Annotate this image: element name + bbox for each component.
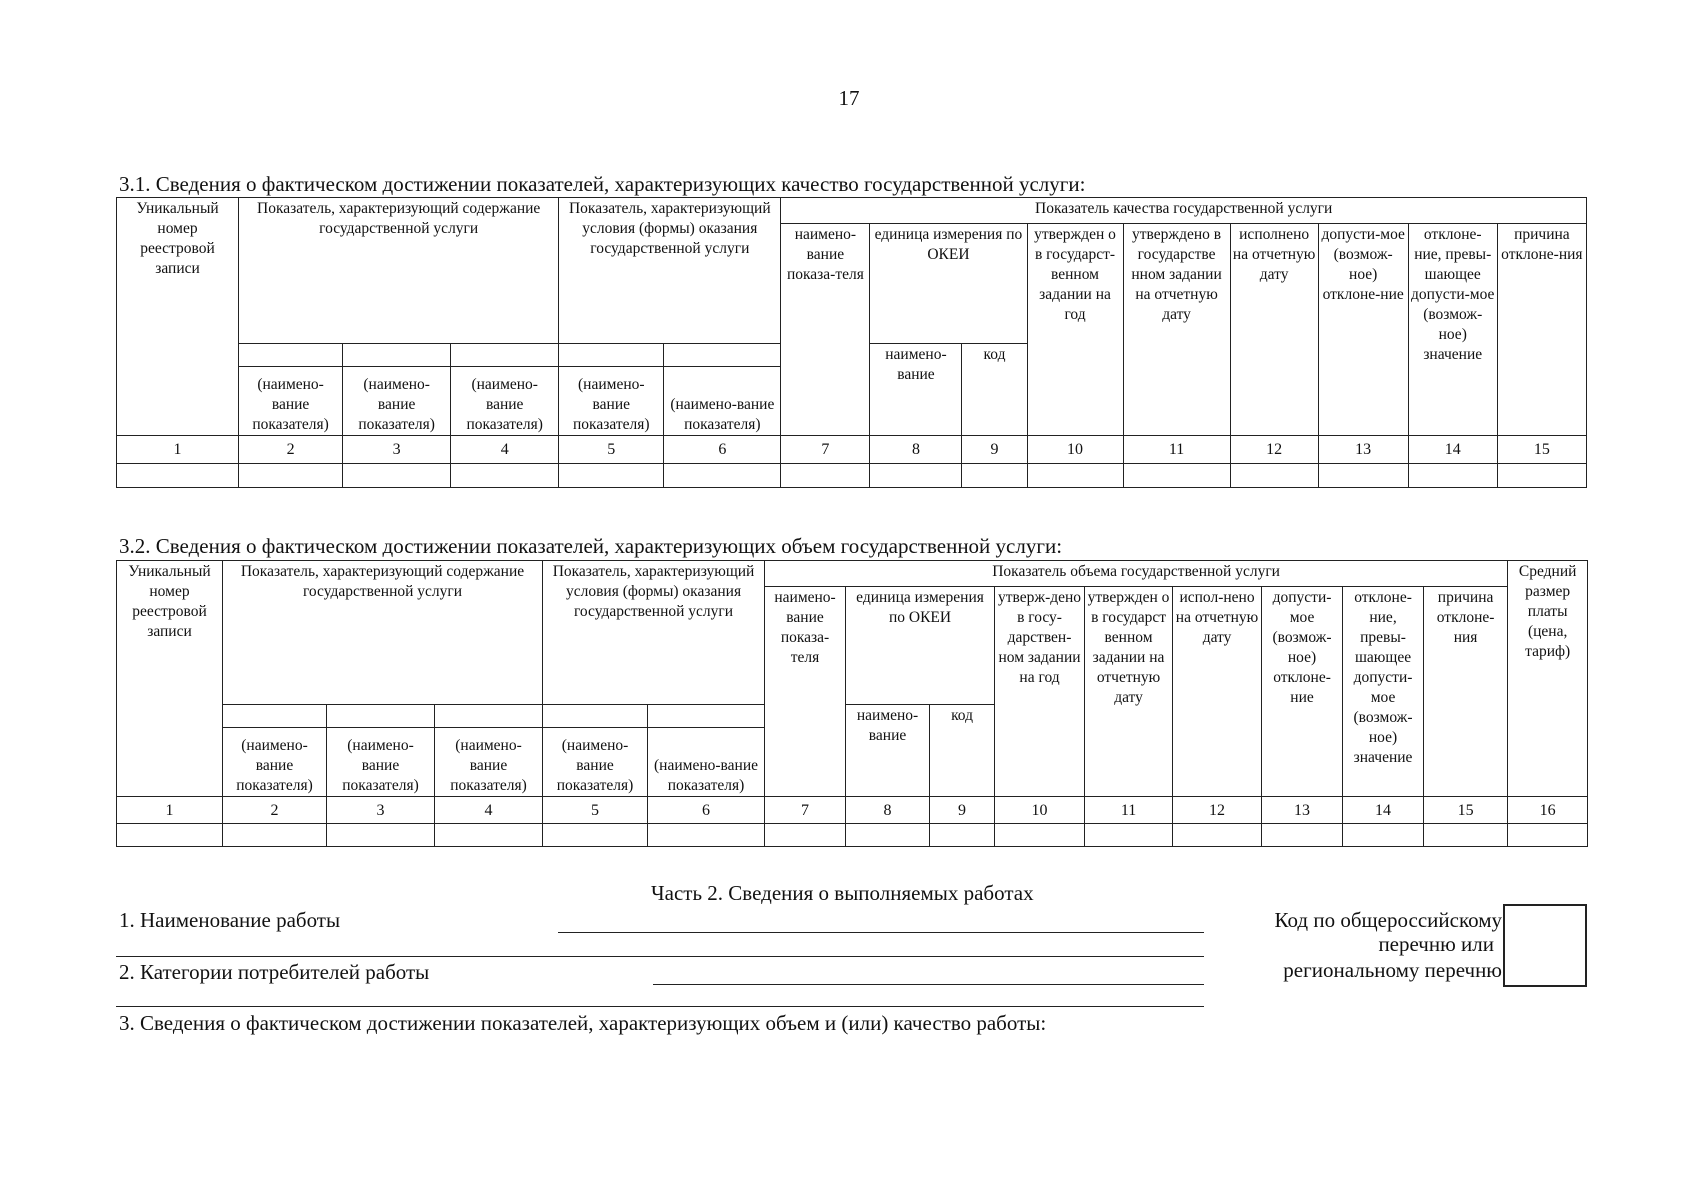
blank-cell [327,705,435,728]
param-name-label: (наимено-вание показателя) [343,367,451,436]
data-cell[interactable] [1497,464,1586,488]
param-name-label: (наимено-вание показателя) [451,367,559,436]
blank-cell [559,344,664,367]
data-cell[interactable] [648,824,765,847]
data-cell[interactable] [239,464,343,488]
column-number: 6 [648,797,765,824]
header-unit-name: наимено-вание [846,705,930,797]
data-cell[interactable] [435,824,543,847]
header-content-indicator: Показатель, характеризующий содержание государственной услуги [239,198,559,344]
column-number: 16 [1508,797,1588,824]
column-number: 8 [846,797,930,824]
header-average-fee: Средний размер платы (цена, тариф) [1508,561,1588,797]
column-number: 2 [239,436,343,464]
consumers-underline-2 [116,1006,1204,1007]
column-number: 9 [930,797,995,824]
section-3-2-title: 3.2. Сведения о фактическом достижении показателей, характеризующих объем государственной услуги: [119,534,1063,558]
section-3-1-title: 3.1. Сведения о фактическом достижении показателей, характеризующих качество государственной услуги: [119,172,1086,196]
blank-cell [343,344,451,367]
header-indicator-name: наимено-вание показа-теля [781,224,870,436]
column-number: 1 [117,436,239,464]
data-cell[interactable] [930,824,995,847]
param-name-label: (наимено-вание показателя) [223,728,327,797]
column-number: 5 [559,436,664,464]
column-number: 7 [765,797,846,824]
column-number: 5 [543,797,648,824]
header-okei-unit: единица измерения по ОКЕИ [870,224,1027,344]
param-name-label: (наимено-вание показателя) [559,367,664,436]
part-2-title: Часть 2. Сведения о выполняемых работах [651,881,1034,905]
data-cell[interactable] [870,464,962,488]
blank-cell [451,344,559,367]
data-cell[interactable] [1408,464,1497,488]
column-number: 8 [870,436,962,464]
work-name-underline [558,932,1204,933]
blank-cell [543,705,648,728]
data-cell[interactable] [543,824,648,847]
data-cell[interactable] [846,824,930,847]
column-number: 15 [1497,436,1586,464]
blank-cell [223,705,327,728]
data-cell[interactable] [1085,824,1173,847]
column-number: 3 [327,797,435,824]
data-cell[interactable] [343,464,451,488]
blank-cell [239,344,343,367]
data-cell[interactable] [1343,824,1424,847]
param-name-label: (наимено-вание показателя) [327,728,435,797]
data-cell[interactable] [451,464,559,488]
param-name-label: (наимено-вание показателя) [239,367,343,436]
column-number: 14 [1408,436,1497,464]
column-number: 2 [223,797,327,824]
param-name-label: (наимено-вание показателя) [543,728,648,797]
data-cell[interactable] [117,824,223,847]
header-exceeding-deviation: отклоне-ние, превы-шающее допусти-мое (возмож-ное) значение [1408,224,1497,436]
column-number: 4 [451,436,559,464]
header-approved-date: утверждено в государстве нном задании на отчетную дату [1123,224,1230,436]
header-unique-number: Уникальный номер реестровой записи [117,198,239,436]
header-indicator-name: наимено-вание показа-теля [765,587,846,797]
header-conditions-indicator: Показатель, характеризующий условия (формы) оказания государственной услуги [543,561,765,705]
column-number: 12 [1230,436,1318,464]
column-number: 11 [1123,436,1230,464]
column-number: 15 [1424,797,1508,824]
quality-indicators-table [116,197,1587,488]
data-cell[interactable] [1424,824,1508,847]
column-number: 14 [1343,797,1424,824]
header-unit-code: код [962,344,1027,436]
section-3-title: 3. Сведения о фактическом достижении показателей, характеризующих объем и (или) качество работы: [119,1011,1047,1035]
param-name-label: (наимено-вание показателя) [435,728,543,797]
consumers-label: 2. Категории потребителей работы [119,960,430,984]
blank-cell [435,705,543,728]
param-name-label: (наимено-вание показателя) [664,367,781,436]
header-deviation-reason: причина отклоне-ния [1497,224,1586,436]
header-exceeding-deviation: отклоне-ние, превы-шающее допусти-мое (возмож-ное) значение [1343,587,1424,797]
work-name-label: 1. Наименование работы [119,908,341,932]
data-cell[interactable] [327,824,435,847]
code-label-line-2: перечню или [1378,932,1494,956]
header-approved-year: утвержден о в государст-венном задании на год [1027,224,1123,436]
data-cell[interactable] [664,464,781,488]
param-name-label: (наимено-вание показателя) [648,728,765,797]
column-number: 11 [1085,797,1173,824]
data-cell[interactable] [781,464,870,488]
header-approved-date: утвержден о в государст венном задании на отчетную дату [1085,587,1173,797]
column-number: 10 [1027,436,1123,464]
data-cell[interactable] [962,464,1027,488]
code-label-line-1: Код по общероссийскому [1274,908,1502,932]
header-content-indicator: Показатель, характеризующий содержание государственной услуги [223,561,543,705]
work-name-underline-2 [116,956,1204,957]
column-number: 10 [995,797,1085,824]
header-allowed-deviation: допусти-мое (возмож-ное) отклоне-ние [1262,587,1343,797]
data-cell[interactable] [765,824,846,847]
column-number: 1 [117,797,223,824]
column-number: 3 [343,436,451,464]
column-number: 12 [1173,797,1262,824]
header-unique-number: Уникальный номер реестровой записи [117,561,223,797]
header-executed: исполнено на отчетную дату [1230,224,1318,436]
data-cell[interactable] [1318,464,1408,488]
data-cell[interactable] [1123,464,1230,488]
registry-code-box[interactable] [1503,904,1587,987]
column-number: 7 [781,436,870,464]
data-cell[interactable] [1027,464,1123,488]
volume-indicators-table [116,560,1588,847]
code-label-line-3: региональному перечню [1283,958,1502,982]
data-cell[interactable] [1173,824,1262,847]
header-volume-indicator: Показатель объема государственной услуги [765,561,1508,587]
header-unit-code: код [930,705,995,797]
header-deviation-reason: причина отклоне-ния [1424,587,1508,797]
column-number: 13 [1262,797,1343,824]
header-quality-indicator: Показатель качества государственной услуги [781,198,1587,224]
header-conditions-indicator: Показатель, характеризующий условия (формы) оказания государственной услуги [559,198,781,344]
header-unit-name: наимено-вание [870,344,962,436]
header-allowed-deviation: допусти-мое (возмож-ное) отклоне-ние [1318,224,1408,436]
consumers-underline [653,984,1204,985]
header-okei-unit: единица измерения по ОКЕИ [846,587,995,705]
column-number: 13 [1318,436,1408,464]
data-cell[interactable] [1262,824,1343,847]
header-executed: испол-нено на отчетную дату [1173,587,1262,797]
data-cell[interactable] [223,824,327,847]
page-number: 17 [838,86,860,110]
header-approved-year: утверж-дено в госу-дарствен-ном задании на год [995,587,1085,797]
column-number: 6 [664,436,781,464]
data-cell[interactable] [117,464,239,488]
column-number: 4 [435,797,543,824]
data-cell[interactable] [1230,464,1318,488]
data-cell[interactable] [1508,824,1588,847]
data-cell[interactable] [559,464,664,488]
data-cell[interactable] [995,824,1085,847]
column-number: 9 [962,436,1027,464]
blank-cell [664,344,781,367]
blank-cell [648,705,765,728]
